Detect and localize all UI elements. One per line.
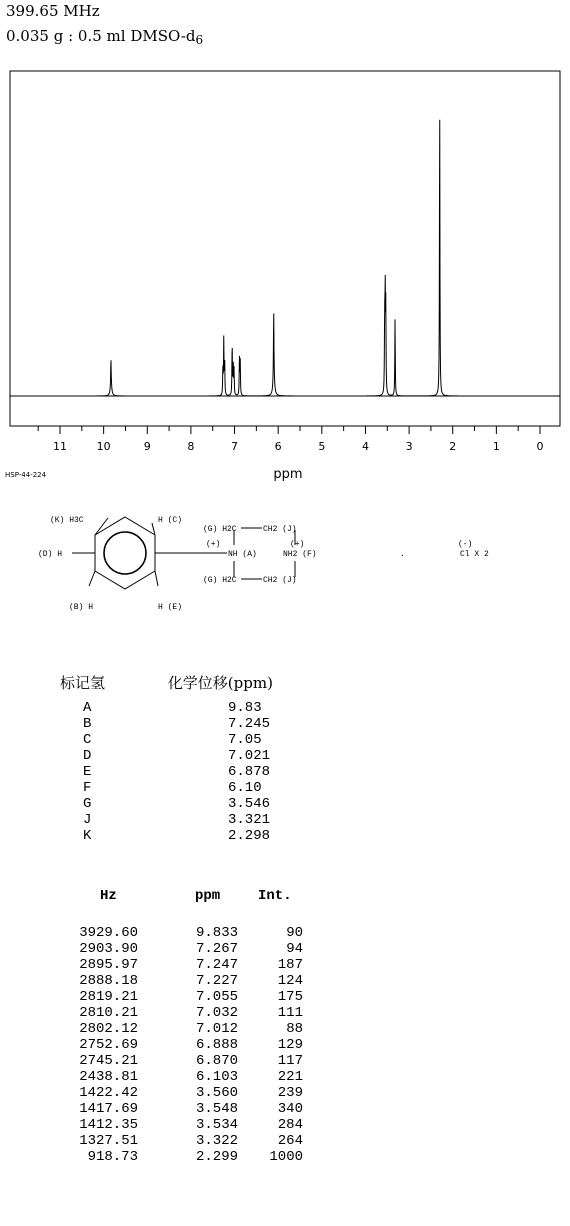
chemical-shift: 7.021 [228,748,271,764]
peak-ppm: 7.032 [195,1005,238,1021]
label-j-top: CH2 (J) [263,525,297,534]
proton-label: C [83,732,92,748]
peak-ppm: 7.012 [195,1021,238,1037]
peak-int: 239 [277,1085,303,1101]
bond-e [155,571,158,586]
ppm-header: ppm [195,888,221,904]
peak-int: 117 [277,1053,303,1069]
tick-label: 5 [318,440,326,453]
tick-label: 3 [405,440,413,453]
peak-hz: 2810.21 [79,1005,138,1021]
peak-hz: 2888.18 [79,973,138,989]
peak-int: 187 [277,957,303,973]
x-axis-label: ppm [273,467,303,482]
peak-table [60,925,320,1165]
chemical-shift: 6.878 [228,764,271,780]
peak-hz: 2903.90 [79,941,138,957]
bond-k [95,518,108,535]
label-c: H (C) [158,516,183,525]
label-plus-f: (+) [290,540,305,549]
peak-int: 111 [277,1005,303,1021]
tick-label: 7 [231,440,239,453]
tick-label: 1 [492,440,500,453]
label-nh2-f: NH2 (F) [283,550,317,559]
label-dot: . [400,550,405,559]
tick-marks [38,426,540,434]
peak-row [60,1101,320,1117]
peak-row [60,941,320,957]
tick-labels [53,440,544,453]
peak-int: 221 [277,1069,303,1085]
label-g-bot: (G) H2C [203,576,237,585]
peak-hz: 1412.35 [79,1117,138,1133]
peak-ppm: 3.322 [195,1133,238,1149]
peak-row [60,1037,320,1053]
col-label-header: 标记氢 [60,674,106,692]
peak-int: 284 [277,1117,303,1133]
peak-ppm: 7.227 [195,973,238,989]
sample-subscript: 6 [195,33,204,47]
bond-b [89,571,95,586]
peak-hz: 1422.42 [79,1085,138,1101]
peak-row [60,925,320,941]
peak-int: 88 [286,1021,303,1037]
peak-hz: 918.73 [87,1149,138,1165]
label-b: (B) H [69,603,94,612]
peak-ppm: 9.833 [195,925,238,941]
tick-label: 9 [143,440,151,453]
chemical-shift: 6.10 [228,780,262,796]
spectrum-trace [10,120,560,396]
peak-row [60,1133,320,1149]
label-e: H (E) [158,603,183,612]
tick-label: 11 [53,440,67,453]
label-d: (D) H [38,550,63,559]
peak-ppm: 3.548 [195,1101,238,1117]
peak-hz: 2752.69 [79,1037,138,1053]
peak-int: 1000 [269,1149,303,1165]
plot-frame [10,71,560,426]
peak-int: 264 [277,1133,303,1149]
peak-ppm: 6.103 [195,1069,238,1085]
label-k: (K) H3C [50,516,84,525]
peak-row [60,973,320,989]
proton-label: K [83,828,92,844]
proton-label: F [83,780,92,796]
peak-int: 340 [277,1101,303,1117]
label-j-bot: CH2 (J) [263,576,297,585]
sample-text: 0.035 g : 0.5 ml DMSO-d [6,27,196,45]
peak-ppm: 6.870 [195,1053,238,1069]
peak-row [60,1149,320,1165]
tick-label: 0 [536,440,544,453]
peak-ppm: 7.247 [195,957,238,973]
chemical-shift: 2.298 [228,828,271,844]
col-shift-header: 化学位移(ppm) [167,674,273,692]
molecule-structure [38,516,489,612]
aromatic-circle [104,532,146,574]
label-minus: (-) [458,540,473,549]
label-nh-a: NH (A) [228,550,257,559]
tick-label: 8 [187,440,195,453]
chemical-shift: 7.245 [228,716,271,732]
peak-hz: 1417.69 [79,1101,138,1117]
peak-row [60,1021,320,1037]
proton-label: D [83,748,92,764]
peak-ppm: 3.534 [195,1117,238,1133]
spectrometer-frequency: 399.65 MHz [6,2,100,20]
peak-ppm: 3.560 [195,1085,238,1101]
peak-ppm: 6.888 [195,1037,238,1053]
proton-label: J [83,812,92,828]
int-header: Int. [258,888,292,904]
label-g-top: (G) H2C [203,525,237,534]
peak-row [60,1085,320,1101]
peak-row [60,1117,320,1133]
hz-header: Hz [100,888,117,904]
chemical-shift: 9.83 [228,700,262,716]
peak-hz: 2745.21 [79,1053,138,1069]
tick-label: 2 [449,440,457,453]
proton-label: G [83,796,92,812]
peak-hz: 2438.81 [79,1069,138,1085]
tick-label: 4 [361,440,369,453]
chemical-shift: 3.546 [228,796,271,812]
peak-int: 94 [286,941,303,957]
peak-int: 129 [277,1037,303,1053]
peak-int: 124 [277,973,303,989]
chemical-shift: 3.321 [228,812,271,828]
chemical-shift: 7.05 [228,732,262,748]
peak-hz: 2895.97 [79,957,138,973]
tick-label: 10 [96,440,111,453]
proton-label: E [83,764,92,780]
peak-ppm: 7.055 [195,989,238,1005]
peak-hz: 3929.60 [79,925,138,941]
peak-hz: 2802.12 [79,1021,138,1037]
peak-hz: 2819.21 [79,989,138,1005]
label-cl: Cl X 2 [460,550,489,559]
peak-row [60,957,320,973]
assignment-header [60,672,273,693]
peak-ppm: 7.267 [195,941,238,957]
peak-row [60,989,320,1005]
spectrum-code: HSP-44-224 [5,471,47,479]
proton-label: A [83,700,92,716]
peak-int: 90 [286,925,303,941]
tick-label: 6 [274,440,282,453]
peak-row [60,1053,320,1069]
label-plus-a: (+) [206,540,221,549]
peak-ppm: 2.299 [195,1149,238,1165]
peak-row [60,1005,320,1021]
peak-row [60,1069,320,1085]
peak-int: 175 [277,989,303,1005]
peak-hz: 1327.51 [79,1133,138,1149]
proton-label: B [83,716,92,732]
